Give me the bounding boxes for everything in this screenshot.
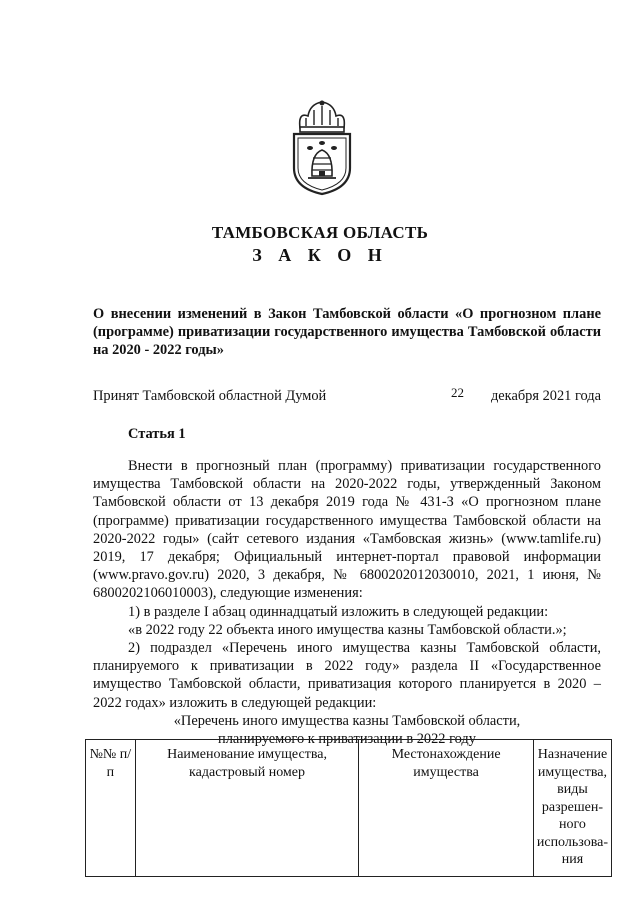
law-title: О внесении изменений в Закон Тамбовской области «О прогнозном плане (программе) приватизации государственного имущества Тамбовской области на 2020 - 2022 годы»: [93, 306, 601, 358]
list-title-line: планируемого к приватизации в 2022 году: [218, 731, 476, 748]
list-title-line: «Перечень иного имущества казны Тамбовской области,: [173, 712, 521, 729]
adopted-day: 22: [451, 385, 464, 400]
article-body: [93, 457, 601, 748]
table-header-cell: №№ п/п: [86, 740, 136, 877]
paragraph: 1) в разделе I абзац одиннадцатый изложить в следующей редакции:: [128, 603, 549, 620]
coat-of-arms-icon: [284, 98, 360, 196]
paragraph: 2) подраздел «Перечень иного имущества казны Тамбовской области, планируемого к приватизации в 2022 году» раздела II «Государственное имущество Тамбовской области, приватизация которого планируется в 2020 – 2022 годах» изложить в следующей редакции:: [93, 640, 601, 711]
table-header-cell: Местонахождение имущества: [359, 740, 534, 877]
adopted-by: Принят Тамбовской областной Думой: [93, 388, 327, 404]
property-table: [85, 739, 612, 877]
paragraph: «в 2022 году 22 объекта иного имущества казны Тамбовской области.»;: [128, 621, 567, 638]
adopted-date: декабря 2021 года: [490, 388, 601, 404]
adoption-line: [93, 385, 601, 408]
table-header-row: [86, 740, 612, 877]
table-header-cell: Наименование имущества, кадастровый номер: [135, 740, 359, 877]
region-heading: ТАМБОВСКАЯ ОБЛАСТЬ: [211, 223, 429, 242]
article-heading: Статья 1: [128, 426, 186, 442]
table-header-cell: Назначение имущества, виды разрешен-ного использова-ния: [533, 740, 611, 877]
paragraph: Внести в прогнозный план (программу) приватизации государственного имущества Тамбовской области на 2020-2022 годы, утвержденный Законом Тамбовской области от 13 декабря 2019 года № 431-З «О прогнозном плане (программе) приватизации государственного имущества Тамбовской области на 2020-2022 годы» (сайт сетевого издания «Тамбовская жизнь» (www.tamlife.ru) 2019, 17 декабря; Официальный интернет-портал правовой информации (www.pravo.gov.ru) 2020, 3 декабря, № 6800202012030010, 2021, 1 июня, № 6800202106010003), следующие изменения:: [93, 458, 601, 602]
law-heading: З А К О Н: [252, 245, 388, 265]
